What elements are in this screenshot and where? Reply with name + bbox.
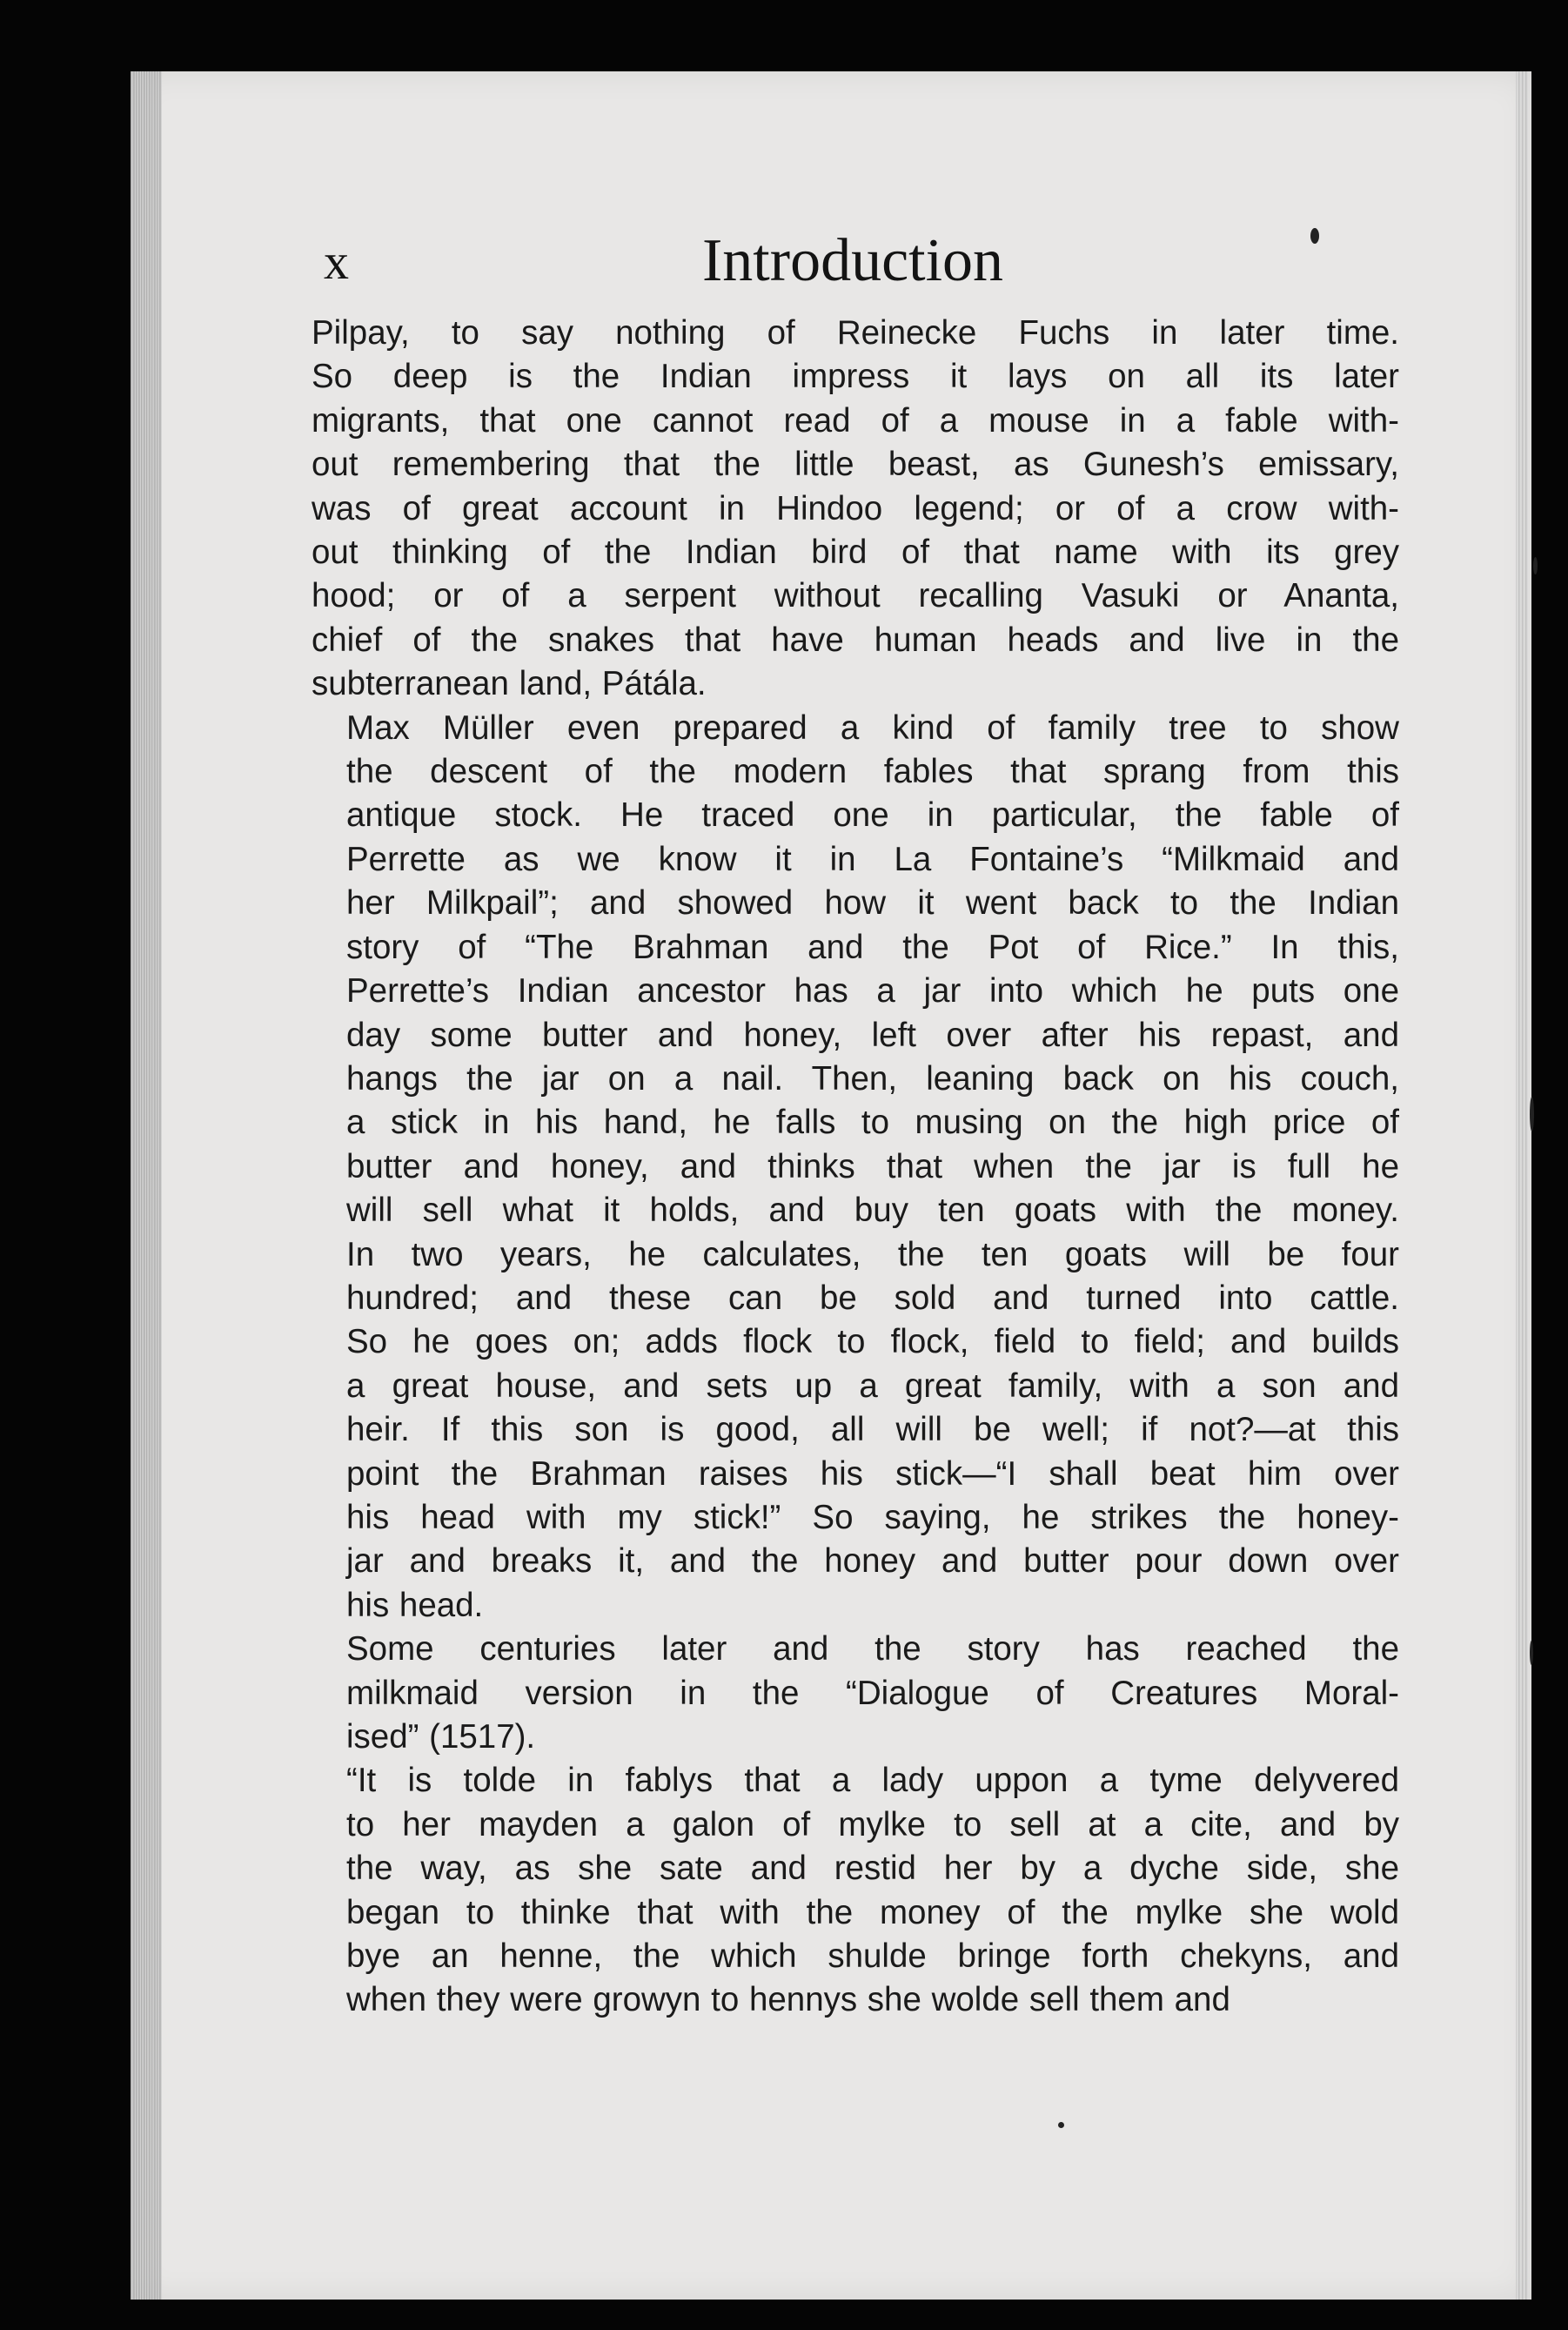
page-header xyxy=(324,225,1403,303)
text-line: a great house, and sets up a great family, with a son and xyxy=(346,1366,1399,1405)
text-line: ised” (1517). xyxy=(346,1718,536,1756)
text-line: So deep is the Indian impress it lays on all its later xyxy=(312,358,1399,396)
text-line: will sell what it holds, and buy ten goats with the money. xyxy=(346,1192,1399,1230)
text-line: bye an henne, the which shulde bringe forth chekyns, and xyxy=(346,1937,1399,1976)
text-line: “It is tolde in fablys that a lady uppon a tyme delyvered xyxy=(346,1762,1399,1800)
running-title: Introduction xyxy=(702,227,1004,294)
ink-speck xyxy=(1530,1097,1534,1131)
text-line: day some butter and honey, left over after his repast, and xyxy=(346,1016,1399,1054)
text-line: chief of the snakes that have human heads and live in the xyxy=(312,621,1399,659)
text-line: antique stock. He traced one in particular, the fable of xyxy=(346,796,1399,835)
text-line: Max Müller even prepared a kind of family tree to show xyxy=(346,708,1399,747)
text-line: the descent of the modern fables that sprang from this xyxy=(346,753,1399,791)
paragraph xyxy=(312,707,1399,1628)
text-line: migrants, that one cannot read of a mouse in a fable with- xyxy=(312,401,1399,440)
text-line: heir. If this son is good, all will be well; if not?—at this xyxy=(346,1411,1399,1449)
page-binding-edge xyxy=(131,71,162,2300)
text-line: hood; or of a serpent without recalling Vasuki or Ananta, xyxy=(312,577,1399,615)
text-line: jar and breaks it, and the honey and butter pour down over xyxy=(346,1542,1399,1581)
text-line: was of great account in Hindoo legend; or of a crow with- xyxy=(312,489,1399,527)
text-line: Pilpay, to say nothing of Reinecke Fuchs in later time. xyxy=(312,314,1399,352)
text-line: butter and honey, and thinks that when the jar is full he xyxy=(346,1147,1399,1185)
text-line: when they were growyn to hennys she wolde sell them and xyxy=(346,1981,1230,2019)
ink-speck xyxy=(1530,1641,1533,1665)
paragraph xyxy=(312,1759,1399,2022)
ink-speck xyxy=(1058,2122,1064,2128)
text-line: began to thinke that with the money of the mylke she wold xyxy=(346,1893,1399,1931)
text-line: point the Brahman raises his stick—“I shall beat him over xyxy=(346,1454,1399,1493)
text-line: hangs the jar on a nail. Then, leaning back on his couch, xyxy=(346,1059,1399,1098)
text-line: hundred; and these can be sold and turned into cattle. xyxy=(346,1279,1399,1317)
text-line: out remembering that the little beast, as Gunesh’s emissary, xyxy=(312,446,1399,484)
body-text xyxy=(312,312,1399,2023)
paragraph xyxy=(312,1628,1399,1759)
paragraph xyxy=(312,312,1399,707)
text-line: out thinking of the Indian bird of that name with its grey xyxy=(312,534,1399,572)
text-line: her Milkpail”; and showed how it went back to the Indian xyxy=(346,884,1399,923)
text-line: his head with my stick!” So saying, he strikes the honey- xyxy=(346,1498,1399,1536)
text-line: to her mayden a galon of mylke to sell at a cite, and by xyxy=(346,1805,1399,1843)
text-line: In two years, he calculates, the ten goats will be four xyxy=(346,1235,1399,1273)
text-line: Perrette as we know it in La Fontaine’s “Milkmaid and xyxy=(346,840,1399,878)
text-line: his head. xyxy=(346,1586,484,1624)
text-line: Some centuries later and the story has reached the xyxy=(346,1630,1399,1669)
ink-speck xyxy=(1533,557,1538,574)
text-line: a stick in his hand, he falls to musing on the high price of xyxy=(346,1104,1399,1142)
text-line: story of “The Brahman and the Pot of Rice.” In this, xyxy=(346,928,1399,966)
text-line: the way, as she sate and restid her by a dyche side, she xyxy=(346,1850,1399,1888)
page-number: x xyxy=(324,233,350,290)
text-line: milkmaid version in the “Dialogue of Creatures Moral- xyxy=(346,1674,1399,1712)
text-line: So he goes on; adds flock to flock, field to field; and builds xyxy=(346,1323,1399,1361)
page-right-edge xyxy=(1516,71,1528,2300)
text-line: Perrette’s Indian ancestor has a jar into which he puts one xyxy=(346,972,1399,1011)
ink-speck xyxy=(1310,228,1319,244)
text-line: subterranean land, Pátála. xyxy=(312,665,707,703)
